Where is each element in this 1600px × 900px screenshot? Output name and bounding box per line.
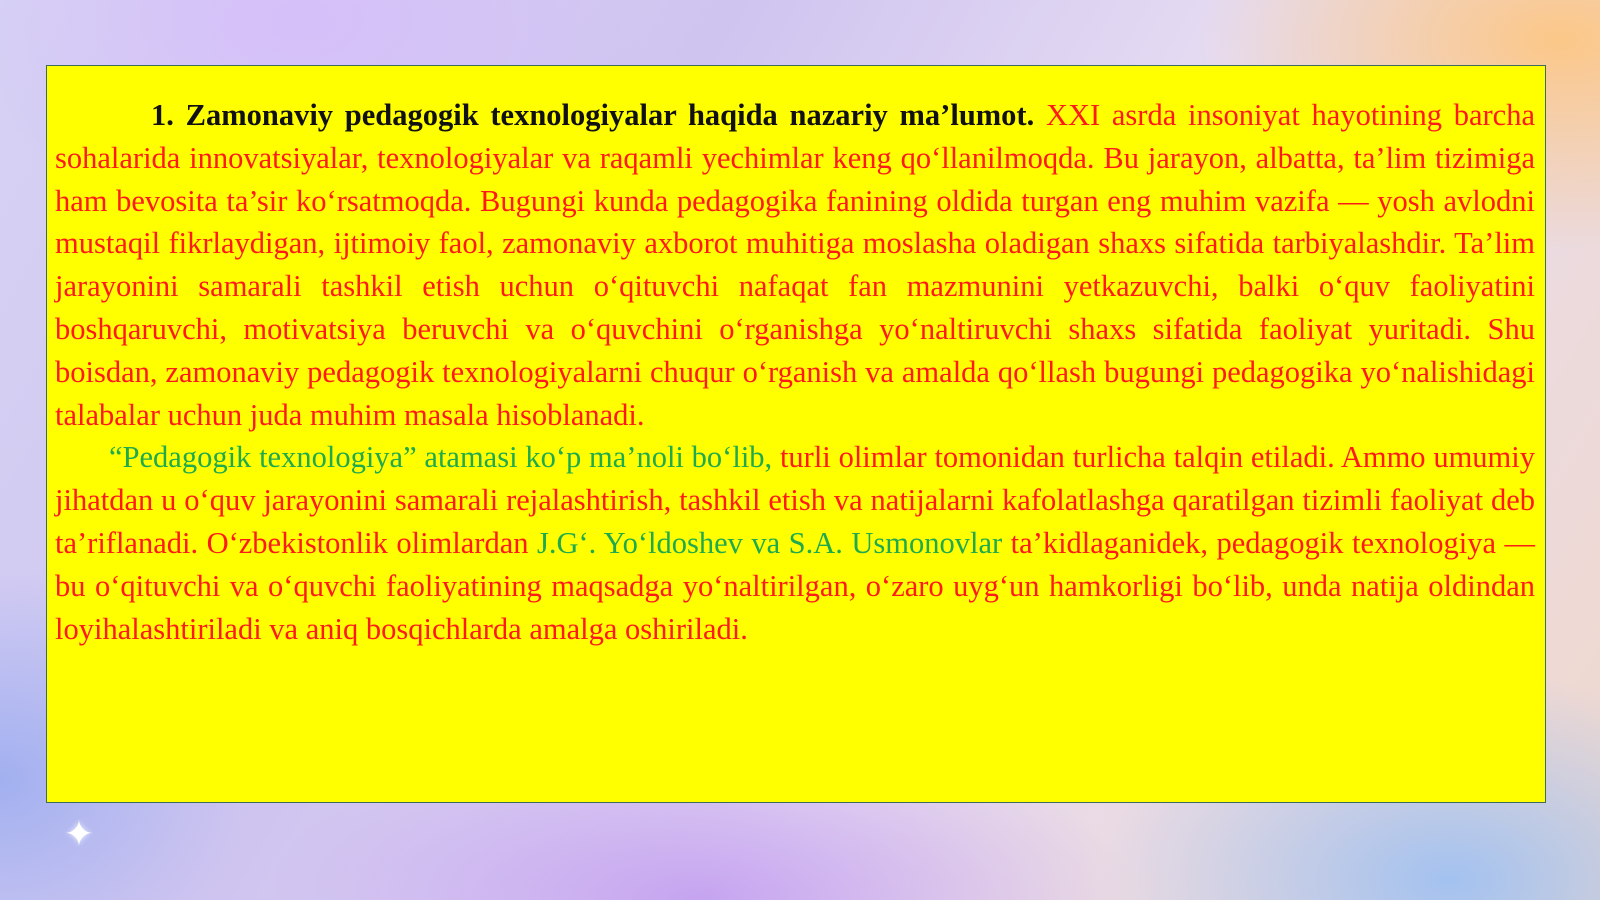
paragraph-intro — [55, 94, 1535, 436]
authors-highlight: J.G‘. Yo‘ldoshev va S.A. Usmonovlar — [536, 525, 1003, 560]
paragraph-definition — [55, 436, 1535, 650]
term-highlight: “Pedagogik texnologiya” atamasi ko‘p ma’noli bo‘lib, — [109, 440, 773, 475]
section-heading: 1. Zamonaviy pedagogik texnologiyalar haqida nazariy ma’lumot. — [151, 98, 1035, 132]
definition-text-a: turli olimlar tomonidan turlicha talqin etiladi. Ammo umumiy jihatdan u o‘quv jarayonini samarali rejalashtirish, tashkil etish va natijalarni kafolatlashga qaratilgan tizimli faoliyat deb ta’riflanadi. O‘zbekistonlik olimlardan — [55, 440, 1535, 560]
intro-body-text: XXI asrda insoniyat hayotining barcha sohalarida innovatsiyalar, texnologiyalar va raqamli yechimlar keng qo‘llanilmoqda. Bu jarayon, albatta, ta’lim tizimiga ham bevosita ta’sir ko‘rsatmoqda. Bugungi kunda pedagogika fanining oldida turgan eng muhim vazifa — yosh avlodni mustaqil fikrlaydigan, ijtimoiy faol, zamonaviy axborot muhitiga moslasha oladigan shaxs sifatida tarbiyalashdir. Ta’lim jarayonini samarali tashkil etish uchun o‘qituvchi nafaqat fan mazmunini yetkazuvchi, balki o‘quv faoliyatini boshqaruvchi, motivatsiya beruvchi va o‘quvchini o‘rganishga yo‘naltiruvchi shaxs sifatida faoliyat yuritadi. Shu boisdan, zamonaviy pedagogik texnologiyalarni chuqur o‘rganish va amalda qo‘llash bugungi pedagogika yo‘nalishidagi talabalar uchun juda muhim masala hisoblanadi. — [55, 98, 1535, 432]
content-panel — [46, 65, 1546, 803]
definition-text-b: ta’kidlaganidek, pedagogik texnologiya — bu o‘qituvchi va o‘quvchi faoliyatining maqsadga yo‘naltirilgan, o‘zaro uyg‘un hamkorligi bo‘lib, unda natija oldindan loyihalashtiriladi va aniq bosqichlarda amalga oshiriladi. — [55, 525, 1535, 646]
sparkle-icon: ✦ — [63, 814, 95, 855]
